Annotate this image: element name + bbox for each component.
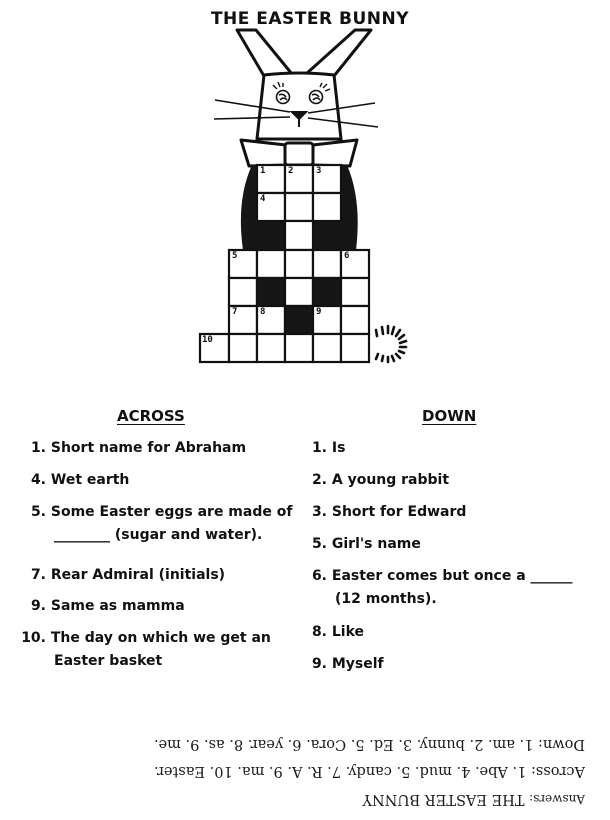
answers-label: Answers: [529,792,585,806]
clue-text: Easter comes but once a ______ [331,568,573,584]
clue-number: 8. [311,624,327,640]
down-clue-6 [300,565,573,611]
bunny-crossword-illustration [0,0,610,400]
clue-text-continued: Easter basket [54,653,163,669]
bunny-head-icon [257,73,341,139]
down-clue-5 [300,533,421,556]
across-clue-4 [20,469,129,492]
grid-number: 8 [260,307,266,317]
answers-down-line: Down: 1. am. 2. bunny. 3. Ed. 5. Cora. 6. year. 8. as. 9. me. [153,736,585,752]
answers-title-line [40,791,585,807]
down-clue-3 [300,501,466,524]
clue-text: Girl's name [331,536,421,552]
clue-text: The day on which we get an [50,630,271,646]
clue-text: A young rabbit [331,472,450,488]
sunburst-tail-icon [376,326,406,362]
page-title: THE EASTER BUNNY [210,9,410,29]
answers-across-line: Across: 1. Abe. 4. mud. 5. candy. 7. R. A. 9. ma. 10. Easter. [154,763,585,779]
clue-text: Rear Admiral (initials) [50,567,226,583]
clue-number: 9. [30,598,46,614]
clue-number: 1. [30,440,46,456]
clue-text: Like [331,624,365,640]
across-clue-9 [20,595,185,618]
across-clue-10 [20,627,271,673]
across-clue-5 [20,501,292,547]
grid-number: 9 [316,307,322,317]
clue-number: 1. [311,440,327,456]
clue-number: 5. [30,504,46,520]
clue-text: Same as mamma [50,598,185,614]
grid-number: 10 [202,335,213,345]
clue-text: Wet earth [50,472,130,488]
bunny-ears-icon [237,30,371,76]
grid-number: 7 [232,307,238,317]
down-clue-1 [300,437,345,460]
clue-text: Short name for Abraham [50,440,247,456]
grid-number: 1 [260,166,266,176]
answers-title: THE EASTER BUNNY [362,791,525,807]
clue-number: 9. [311,656,327,672]
bow-tie-icon [241,140,357,166]
grid-number: 3 [316,166,322,176]
across-clue-7 [20,564,225,587]
clue-number: 10. [21,630,46,646]
down-clue-2 [300,469,449,492]
across-clue-1 [20,437,246,460]
clue-number: 7. [30,567,46,583]
grid-number: 2 [288,166,294,176]
down-heading: DOWN [422,407,477,425]
clue-text-continued: ________ (sugar and water). [54,527,263,543]
clue-number: 5. [311,536,327,552]
clue-number: 6. [311,568,327,584]
grid-number: 5 [232,251,238,261]
clue-number: 4. [30,472,46,488]
grid-number: 6 [344,251,350,261]
clue-text: Myself [331,656,384,672]
down-clue-9 [300,653,384,676]
clue-text: Is [331,440,346,456]
clue-text: Short for Edward [331,504,467,520]
down-clue-8 [300,621,364,644]
clue-number: 2. [311,472,327,488]
clue-text: Some Easter eggs are made of [50,504,293,520]
grid-number: 4 [260,194,266,204]
clue-number: 3. [311,504,327,520]
across-heading: ACROSS [117,407,185,425]
clue-text-continued: (12 months). [335,591,437,607]
